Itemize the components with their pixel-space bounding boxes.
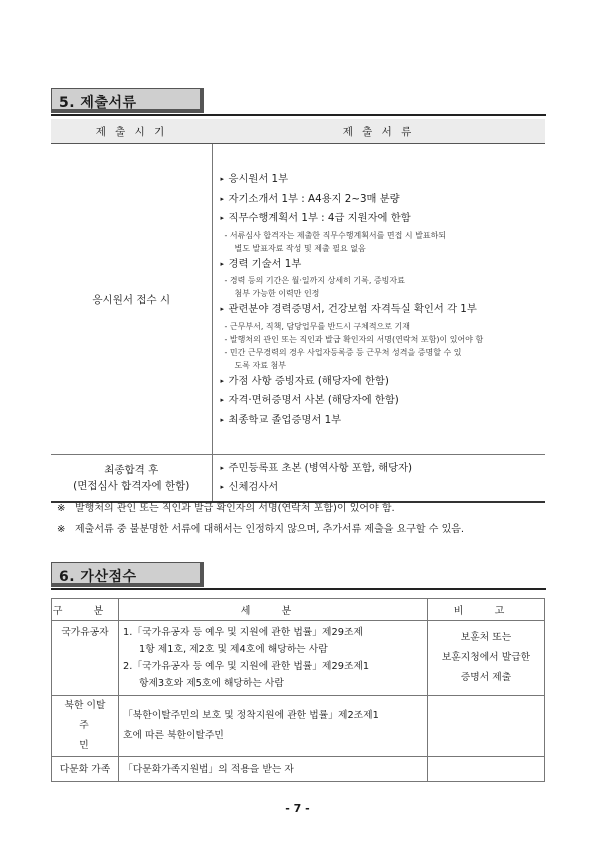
detail-line: 2.「국가유공자 등 예우 및 지원에 관한 법률」제29조제1: [123, 661, 370, 672]
document-subnote: - 경력 등의 기간은 월·일까지 상세히 기록, 증빙자료: [224, 276, 405, 285]
document-item: [221, 190, 546, 210]
section5-title: 5. 제출서류: [59, 95, 137, 111]
document-subnote: - 민간 근무경력의 경우 사업자등록증 등 근무처 성격을 증명할 수 있: [224, 347, 462, 357]
document-item: [221, 478, 546, 498]
document-item: [221, 391, 546, 411]
document-item-text: 주민등록표 초본 (병역사항 포함, 해당자): [228, 461, 413, 474]
document-subnote: - 서류심사 합격자는 제출한 직무수행계획서를 면접 시 발표하되: [224, 230, 447, 240]
bullet-icon: ▸: [220, 463, 225, 472]
category-line: 국가유공자: [61, 627, 109, 638]
detail-line: 항제3호와 제5호에 해당하는 사람: [139, 678, 284, 689]
table-row: [51, 144, 545, 455]
detail-cell: [119, 621, 428, 696]
header-documents: 제 출 서 류: [212, 119, 545, 144]
detail-line: 1항 제1호, 제2호 및 제4호에 해당하는 사람: [139, 644, 328, 655]
document-item: [221, 170, 546, 190]
table-row: [52, 696, 545, 757]
bonus-points-table: [51, 598, 545, 782]
note-line: [57, 520, 464, 535]
document-subnote: 첨부 가능한 이력만 인정: [234, 289, 320, 298]
remark-line: 보훈처 또는: [460, 632, 512, 643]
document-item: [221, 209, 546, 229]
bullet-icon: ▸: [220, 259, 225, 268]
category-line: 북한 이탈: [64, 700, 106, 711]
document-item-text: 직무수행계획서 1부 : 4급 지원자에 한함: [228, 212, 411, 224]
bullet-icon: ▸: [220, 376, 225, 385]
remark-line: 증명서 제출: [460, 672, 512, 683]
note-line: [57, 499, 395, 514]
bullet-icon: ▸: [220, 214, 225, 222]
note-text: 발행처의 관인 또는 직인과 발급 확인자의 서명(연락처 포함)이 있어야 함.: [75, 503, 395, 514]
note-text: 제출서류 중 불분명한 서류에 대해서는 인정하지 않으며, 추가서류 제출을 요구할 수 있음.: [75, 524, 465, 535]
document-item: [221, 300, 546, 320]
document-item-text: 가점 사항 증빙자료 (해당자에 한함): [228, 374, 389, 387]
detail-line: 1.「국가유공자 등 예우 및 지원에 관한 법률」제29조제: [123, 627, 363, 638]
document-subnote: - 근무부서, 직책, 담당업무를 반드시 구체적으로 기재: [224, 321, 411, 331]
documents-table-header: [51, 119, 545, 144]
table-row: [52, 757, 545, 782]
category-line: 다문화 가족: [59, 763, 111, 775]
detail-line: 「다문화가족지원법」의 적용을 받는 자: [123, 763, 294, 775]
remark-cell: [428, 757, 545, 782]
table-row: [51, 455, 545, 503]
section5-heading: [51, 88, 546, 118]
detail-cell: [119, 696, 428, 757]
period-cell: [51, 455, 212, 503]
document-item-text: 자격·면허증명서 사본 (해당자에 한함): [228, 394, 399, 406]
remark-cell: [428, 621, 545, 696]
documents-cell: [212, 455, 545, 503]
bullet-icon: ▸: [220, 175, 225, 183]
note-mark: ※: [57, 524, 66, 535]
remark-cell: [428, 696, 545, 757]
document-item-text: 경력 기술서 1부: [228, 257, 302, 270]
section6-title: 6. 가산점수: [59, 569, 137, 585]
period-line: 최종합격 후: [104, 464, 159, 476]
document-item: [221, 411, 546, 431]
category-cell: [52, 696, 119, 757]
bullet-icon: ▸: [220, 415, 225, 424]
document-subnote: - 발행처의 관인 또는 직인과 발급 확인자의 서명(연락처 포함)이 있어야 함: [224, 334, 484, 344]
header-period: 제 출 시 기: [51, 119, 212, 144]
section5-rule: [51, 114, 546, 116]
bullet-icon: ▸: [220, 483, 225, 491]
bullet-icon: ▸: [220, 194, 225, 203]
document-item-text: 자기소개서 1부 : A4용지 2~3매 분량: [228, 192, 400, 205]
document-item: [221, 255, 546, 275]
documents-list: [221, 459, 546, 498]
detail-line: 「북한이탈주민의 보호 및 정착지원에 관한 법률」제2조제1: [123, 710, 379, 721]
document-item: [221, 459, 546, 479]
note-mark: ※: [57, 503, 66, 514]
documents-cell: [212, 144, 545, 455]
page-number: - 7 -: [285, 802, 310, 815]
category-cell: [52, 757, 119, 782]
bullet-icon: ▸: [220, 396, 225, 404]
header-detail: 세 분: [119, 599, 428, 621]
document-item-text: 관련분야 경력증명서, 건강보험 자격득실 확인서 각 1부: [228, 303, 477, 315]
table-row: [52, 621, 545, 696]
remark-line: 보훈지청에서 발급한: [441, 652, 531, 663]
category-cell: [52, 621, 119, 696]
document-item: [221, 372, 546, 392]
detail-line: 호에 따른 북한이탈주민: [123, 730, 224, 741]
section6-heading: [51, 562, 546, 592]
document-item-text: 최종학교 졸업증명서 1부: [228, 413, 342, 426]
header-category: 구 분: [52, 599, 119, 621]
document-item-text: 신체검사서: [228, 481, 279, 493]
section6-rule: [51, 588, 546, 590]
documents-list: [221, 164, 546, 434]
period-cell: 응시원서 접수 시: [51, 144, 212, 455]
bonus-table-header: [52, 599, 545, 621]
document-subnote: 도록 자료 첨부: [234, 360, 286, 370]
detail-cell: [119, 757, 428, 782]
documents-table: [51, 119, 545, 503]
period-line: (면접심사 합격자에 한함): [73, 480, 190, 492]
bullet-icon: ▸: [220, 305, 225, 313]
category-line: 주 민: [79, 720, 109, 751]
header-remark: 비 고: [428, 599, 545, 621]
document-subnote: 별도 발표자료 작성 및 제출 필요 없음: [234, 243, 366, 253]
document-item-text: 응시원서 1부: [228, 173, 289, 185]
